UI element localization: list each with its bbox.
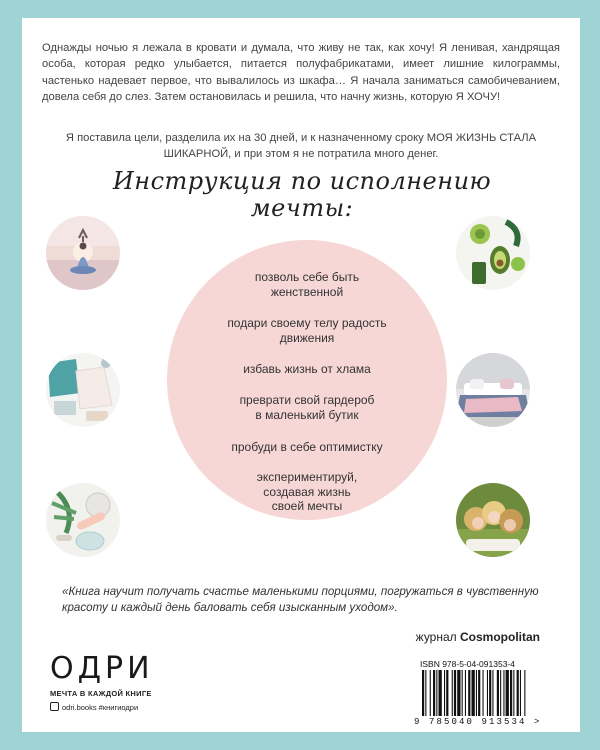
instruction-item: подари своему телу радость движения: [227, 316, 387, 345]
barcode-bar: [492, 670, 493, 716]
barcode-bar: [462, 670, 463, 716]
cosmetics-photo: [46, 483, 120, 557]
intro-paragraph-1: Однажды ночью я лежала в кровати и думала, что живу не так, как хочу! Я ленивая, хандрящая особа, которая редко улыбается, питается полуфабрикатами, имеет лишние килограммы, частенько надевает первое, что вывалилось из шкафа… Я начала заниматься самобичеванием, довела себя до слез. Затем остановилась и решила, что начну жизнь, которую Я ХОЧУ!: [42, 42, 560, 104]
barcode-bar: [436, 670, 437, 716]
review-quote: «Книга научит получать счастье маленькими порциями, погружаться в чувственную красоту и каждый день баловать себя изысканным уходом».: [62, 585, 539, 614]
barcode-bar: [472, 670, 475, 716]
barcode-bar: [506, 670, 509, 716]
barcode-bar: [513, 670, 514, 716]
barcode-bar: [487, 670, 488, 716]
barcode-bar: [465, 670, 466, 716]
instagram-icon: [50, 702, 59, 711]
barcode-bar: [433, 670, 435, 716]
food-photo: [456, 216, 530, 290]
barcode-bar: [422, 670, 424, 716]
barcode-bar: [500, 670, 501, 716]
heading-line-1: Инструкция по исполнению: [112, 167, 492, 195]
barcode: [420, 670, 568, 718]
quote-source: [416, 630, 540, 644]
barcode-bar: [510, 670, 512, 716]
barcode-bar: [425, 670, 426, 716]
barcode-bar: [497, 670, 499, 716]
barcode-bar: [476, 670, 477, 716]
publisher-tagline: МЕЧТА В КАЖДОЙ КНИГЕ: [50, 689, 152, 698]
barcode-bar: [489, 670, 491, 716]
quote-source-prefix: журнал: [415, 630, 460, 644]
publisher-social: [50, 702, 138, 712]
isbn-label: ISBN 978-5-04-091353-4: [420, 659, 515, 669]
back-cover: [22, 18, 580, 732]
intro-paragraph-2: Я поставила цели, разделила их на 30 дней, и к назначенному сроку МОЯ ЖИЗНЬ СТАЛА ШИКАРНОЙ, и при этом я не потратила много денег.: [65, 132, 537, 161]
social-handle: odri.books #книгиодри: [62, 703, 139, 712]
clothes-photo: [46, 353, 120, 427]
barcode-bar: [520, 670, 521, 716]
barcode-bar: [483, 670, 484, 716]
quote-source-name: Cosmopolitan: [460, 630, 540, 644]
barcode-bar: [503, 670, 504, 716]
barcode-bar: [457, 670, 460, 716]
bedroom-photo: [456, 353, 530, 427]
barcode-bar: [452, 670, 453, 716]
heading-line-2: мечты:: [250, 194, 354, 222]
barcode-bar: [517, 670, 519, 716]
instruction-item: позволь себе быть женственной: [254, 270, 360, 299]
instruction-heading: [82, 168, 522, 222]
instruction-item: преврати свой гардероб в маленький бутик: [239, 393, 375, 422]
barcode-bar: [439, 670, 442, 716]
publisher-logo: ОДРИ: [50, 651, 154, 686]
instruction-item: избавь жизнь от хлама: [243, 362, 371, 376]
barcode-bar: [468, 670, 470, 716]
yoga-photo: [46, 216, 120, 290]
barcode-number: 9 785040 913534 >: [414, 717, 542, 727]
barcode-bar: [478, 670, 480, 716]
barcode-bar: [444, 670, 445, 716]
barcode-bar: [446, 670, 448, 716]
barcode-bar: [524, 670, 525, 716]
instruction-item: экспериментируй, создавая жизнь своей мечты: [256, 470, 358, 513]
friends-photo: [456, 483, 530, 557]
barcode-bar: [430, 670, 431, 716]
instruction-item: пробуди в себе оптимистку: [231, 440, 383, 454]
barcode-bar: [454, 670, 456, 716]
